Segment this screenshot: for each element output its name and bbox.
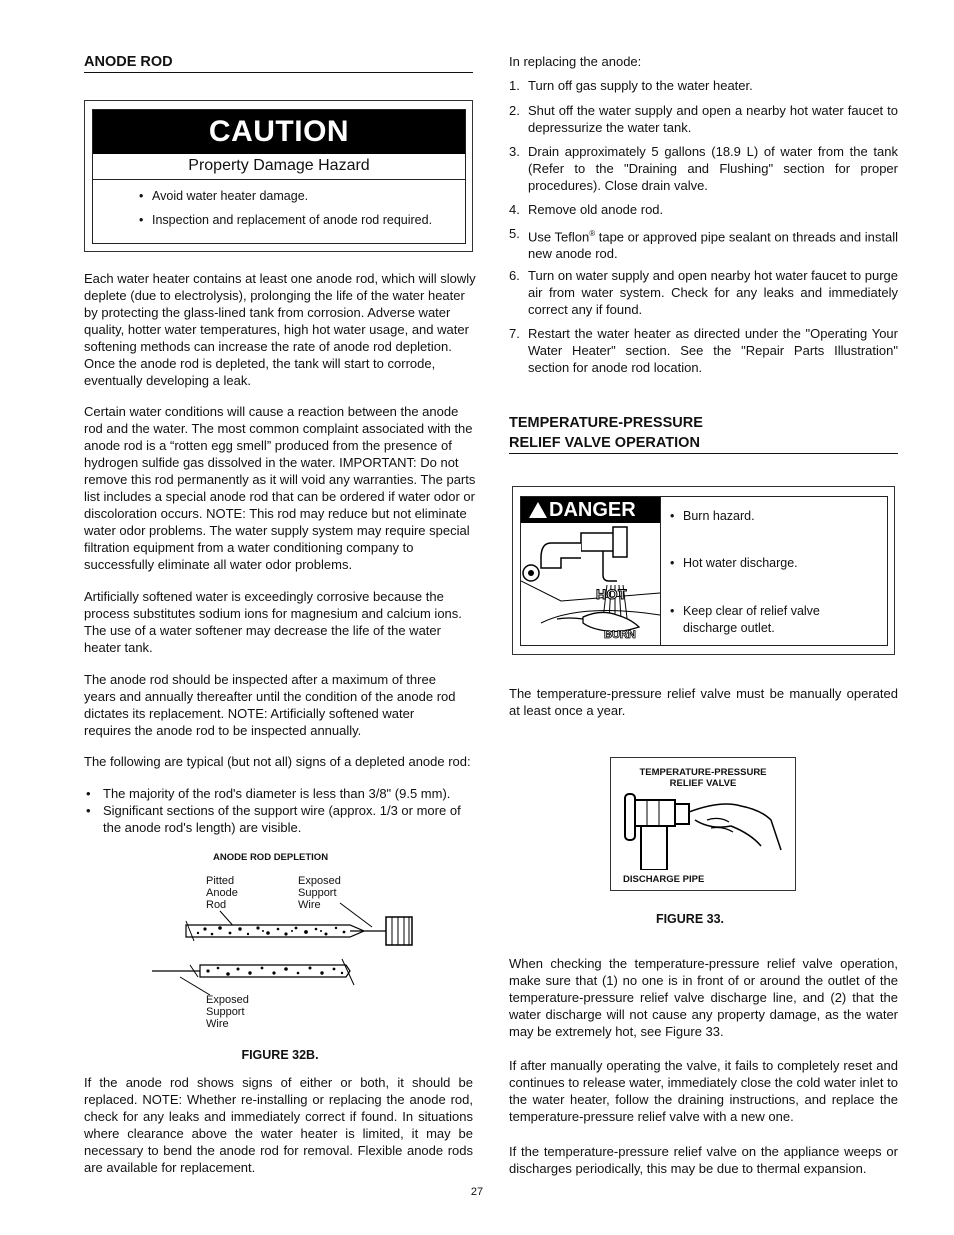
list-item: 2. Shut off the water supply and open a nearby hot water faucet to depressurize the water tank. [509, 103, 898, 135]
page-number: 27 [470, 1186, 484, 1198]
danger-header: DANGER [521, 497, 660, 523]
list-item: 3. Drain approximately 5 gallons (18.9 L) of water from the tank (Refer to the "Draining and Flushing" section for proper procedures). Close drain valve. [509, 144, 898, 193]
figure-discharge-pipe-label: DISCHARGE PIPE [623, 874, 705, 885]
list-item: 7. Restart the water heater as directed under the "Operating Your Water Heater" section. See the "Repair Parts Illustration" section for anode rod location. [509, 326, 898, 375]
figure-32b-caption: FIGURE 32B. [241, 1048, 319, 1062]
hot-water-faucet-icon [521, 523, 660, 645]
caution-bullet: • Inspection and replacement of anode rod required. [152, 213, 432, 227]
burn-label: BURN [604, 629, 636, 641]
list-item: • Significant sections of the support wire (approx. 1/3 or more of the anode rod's length) are visible. [84, 802, 476, 836]
list-item: 4. Remove old anode rod. [509, 202, 664, 217]
section-heading-anode-rod: ANODE ROD [84, 52, 473, 73]
list-item: 6. Turn on water supply and open nearby hot water faucet to purge air from water system. Check for any leaks and immediately correct any if found. [509, 268, 898, 317]
list-item: • The majority of the rod's diameter is less than 3/8" (9.5 mm). [84, 785, 476, 802]
paragraph-water-conditions: Certain water conditions will cause a reaction between the anode rod and the water. The most common complaint associated with the anode rod is a “rotten egg smell” produced from the presence of hydrogen sulfide gas dissolved in the water. IMPORTANT: Do not remove this rod permanently as it will void any warranties. The parts list includes a special anode rod that can be ordered if water odor or discoloration occurs. NOTE: This rod may reduce but not eliminate water odor problems. The water supply system may require special filtration equipment from a water conditioning company to successfully eliminate all water odor problems. [84, 404, 476, 572]
caution-title: CAUTION [93, 110, 465, 154]
list-item: 1. Turn off gas supply to the water heater. [509, 78, 753, 93]
caution-subtitle: Property Damage Hazard [93, 154, 465, 180]
warning-triangle-icon [529, 502, 547, 518]
anode-rod-illustration [150, 895, 420, 995]
paragraph-signs-intro: The following are typical (but not all) signs of a depleted anode rod: [84, 754, 471, 769]
section-heading-tp-valve: TEMPERATURE-PRESSURE RELIEF VALVE OPERATION [509, 413, 898, 454]
paragraph-weeps: If the temperature-pressure relief valve on the appliance weeps or discharges periodically, this may be due to thermal expansion. [509, 1144, 898, 1176]
figure-33-caption: FIGURE 33. [655, 912, 725, 926]
figure-anode-depletion-title: ANODE ROD DEPLETION [213, 852, 329, 863]
caution-bullet: • Avoid water heater damage. [152, 189, 308, 203]
label-pitted-anode-rod: Pitted Anode Rod [206, 875, 238, 911]
paragraph-replacing-intro: In replacing the anode: [509, 54, 642, 69]
danger-divider [660, 497, 661, 645]
label-exposed-support-wire-bottom: Exposed Support Wire [206, 994, 249, 1030]
paragraph-anode-intro: Each water heater contains at least one anode rod, which will slowly deplete (due to electrolysis), prolonging the life of the water heater by protecting the glass-lined tank from corrosion. Adverse water quality, hotter water temperatures, high hot water usage, and water softening methods can increase the rate of anode rod depletion. Once the anode rod is depleted, the tank will start to corrode, eventually developing a leak. [84, 271, 476, 388]
tp-valve-illustration [611, 790, 795, 870]
paragraph-replace-anode: If the anode rod shows signs of either or both, it should be replaced. NOTE: Whether re-installing or replacing the anode rod, check for any leaks and immediately correct if found. In situations where clearance above the water heater is limited, it may be necessary to bend the anode rod for removal. Flexible anode rods are available for replacement. [84, 1075, 473, 1175]
hot-label: HOT [596, 586, 628, 602]
danger-bullet: • Burn hazard. [683, 509, 755, 523]
depletion-signs-list [84, 785, 476, 836]
paragraph-inspection: The anode rod should be inspected after a maximum of three years and annually thereafter until the condition of the anode rod dictates its replacement. NOTE: Artificially softened water requires the anode rod to be inspected annually. [84, 672, 456, 738]
danger-bullet: • Hot water discharge. [683, 556, 798, 570]
list-item: 5. Use Teflon® tape or approved pipe sealant on threads and install new anode rod. [509, 226, 899, 262]
label-exposed-support-wire-top: Exposed Support Wire [298, 875, 341, 911]
paragraph-checking: When checking the temperature-pressure relief valve operation, make sure that (1) no one is in front of or around the outlet of the temperature-pressure relief valve discharge line, and (2) that the water discharge will not cause any property damage, as the water may be extremely hot, see Figure 33. [509, 956, 898, 1039]
paragraph-softened-water: Artificially softened water is exceedingly corrosive because the process substitutes sodium ions for magnesium and calcium ions. The use of a water softener may decrease the life of the water heater tank. [84, 589, 462, 655]
paragraph-reset: If after manually operating the valve, it fails to completely reset and continues to release water, immediately close the cold water inlet to the water heater, follow the draining instructions, and replace the temperature-pressure relief valve with a new one. [509, 1058, 898, 1124]
danger-bullet: • Keep clear of relief valve discharge outlet. [683, 603, 873, 637]
figure-tp-valve-label: TEMPERATURE-PRESSURE RELIEF VALVE [639, 767, 767, 789]
paragraph-manual-operation: The temperature-pressure relief valve must be manually operated at least once a year. [509, 686, 898, 718]
